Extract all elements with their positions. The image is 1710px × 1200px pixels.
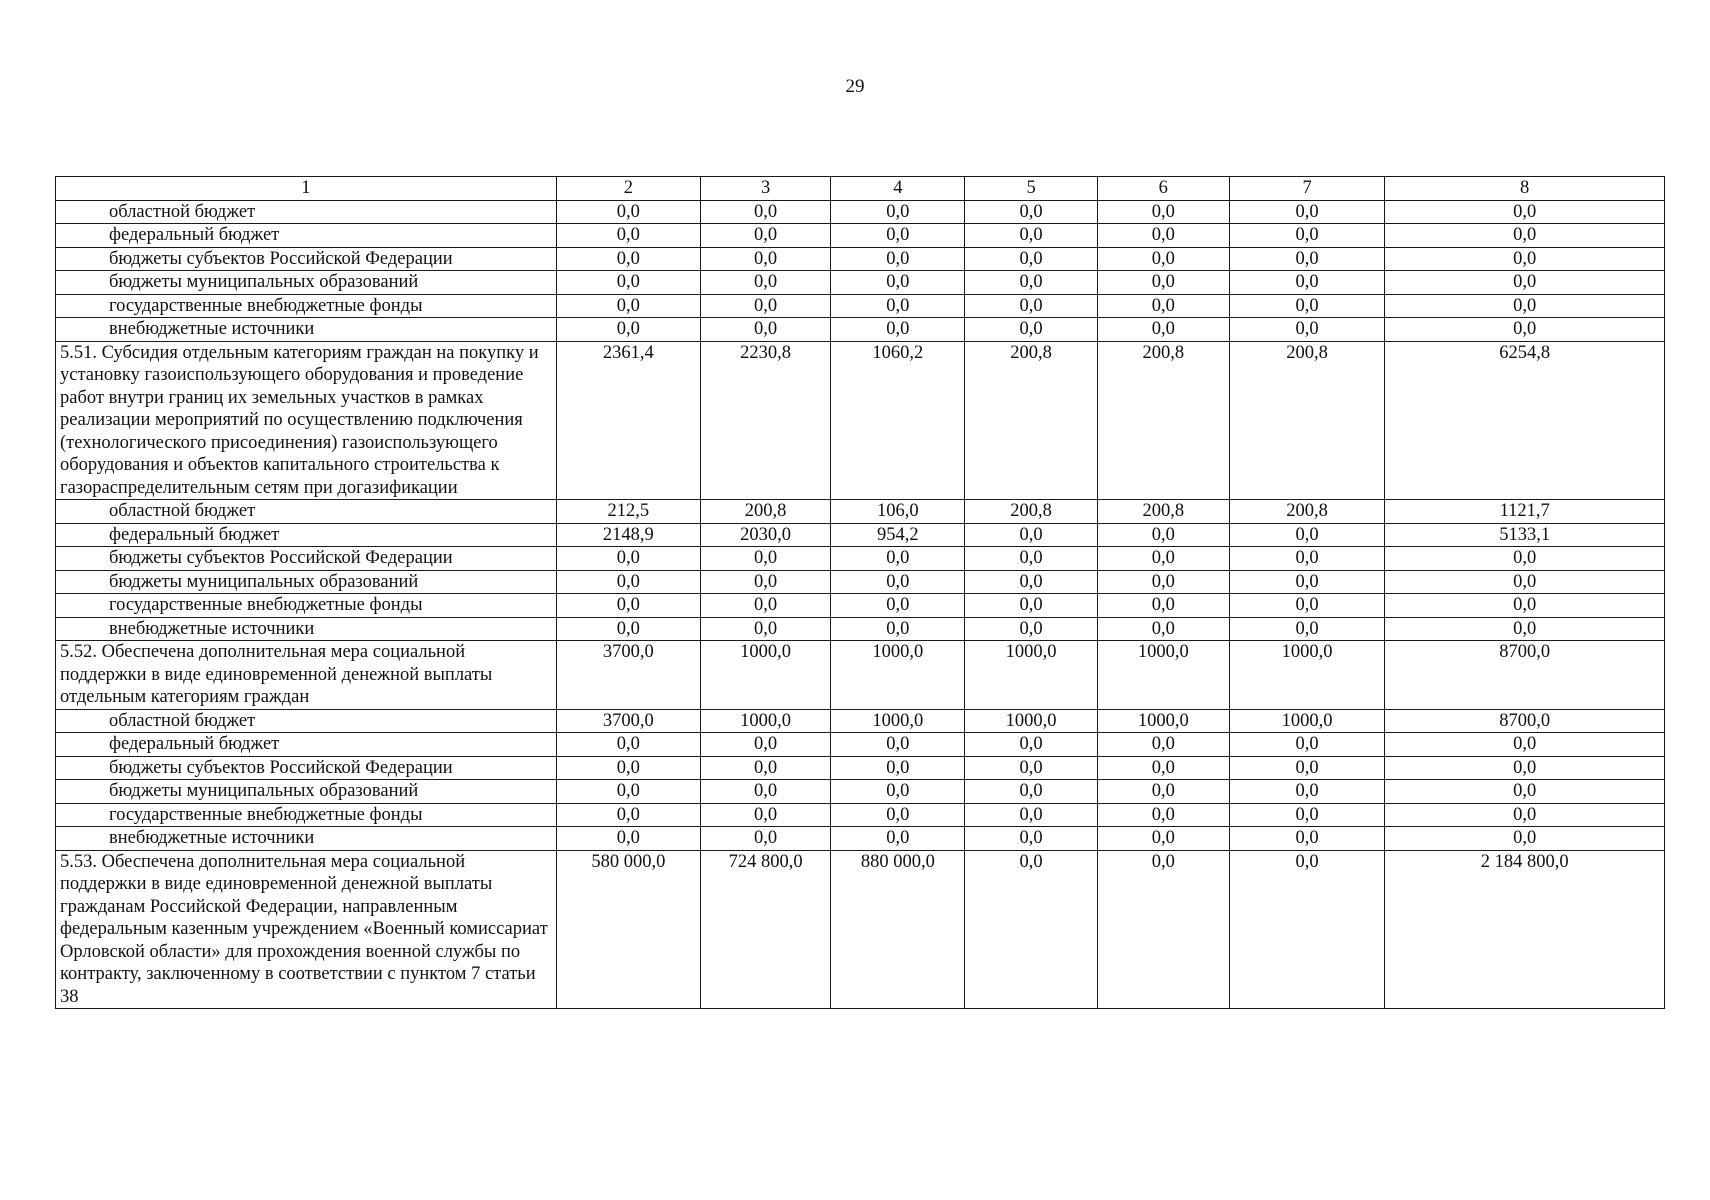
value-cell-col-8: 2 184 800,0 bbox=[1385, 850, 1665, 1009]
value-cell-col-4: 0,0 bbox=[831, 318, 965, 342]
table-row-source bbox=[56, 709, 1665, 733]
funding-source-cell: областной бюджет bbox=[56, 200, 557, 224]
value-cell-col-4: 0,0 bbox=[831, 803, 965, 827]
value-cell-col-4: 1060,2 bbox=[831, 341, 965, 500]
column-header-2: 2 bbox=[556, 177, 700, 201]
table-row-source bbox=[56, 827, 1665, 851]
value-cell-col-5: 0,0 bbox=[965, 224, 1097, 248]
value-cell-col-3: 0,0 bbox=[701, 756, 831, 780]
value-cell-col-3: 200,8 bbox=[701, 500, 831, 524]
funding-source-cell: внебюджетные источники bbox=[56, 318, 557, 342]
value-cell-col-5: 0,0 bbox=[965, 247, 1097, 271]
value-cell-col-3: 1000,0 bbox=[701, 709, 831, 733]
value-cell-col-2: 0,0 bbox=[556, 570, 700, 594]
table-row-source bbox=[56, 200, 1665, 224]
value-cell-col-4: 0,0 bbox=[831, 200, 965, 224]
value-cell-col-5: 0,0 bbox=[965, 318, 1097, 342]
column-header-3: 3 bbox=[701, 177, 831, 201]
value-cell-col-7: 0,0 bbox=[1229, 200, 1384, 224]
value-cell-col-3: 0,0 bbox=[701, 247, 831, 271]
table-row-source bbox=[56, 318, 1665, 342]
value-cell-col-4: 0,0 bbox=[831, 294, 965, 318]
value-cell-col-2: 3700,0 bbox=[556, 641, 700, 710]
value-cell-col-8: 0,0 bbox=[1385, 200, 1665, 224]
value-cell-col-7: 0,0 bbox=[1229, 547, 1384, 571]
value-cell-col-3: 0,0 bbox=[701, 803, 831, 827]
value-cell-col-5: 0,0 bbox=[965, 803, 1097, 827]
table-row-source bbox=[56, 733, 1665, 757]
column-header-6: 6 bbox=[1097, 177, 1229, 201]
value-cell-col-5: 0,0 bbox=[965, 271, 1097, 295]
value-cell-col-6: 0,0 bbox=[1097, 523, 1229, 547]
value-cell-col-2: 0,0 bbox=[556, 617, 700, 641]
value-cell-col-5: 200,8 bbox=[965, 341, 1097, 500]
value-cell-col-7: 0,0 bbox=[1229, 224, 1384, 248]
value-cell-col-8: 0,0 bbox=[1385, 617, 1665, 641]
value-cell-col-2: 0,0 bbox=[556, 247, 700, 271]
value-cell-col-5: 200,8 bbox=[965, 500, 1097, 524]
table-row-source bbox=[56, 756, 1665, 780]
value-cell-col-2: 0,0 bbox=[556, 780, 700, 804]
value-cell-col-4: 1000,0 bbox=[831, 709, 965, 733]
value-cell-col-2: 0,0 bbox=[556, 733, 700, 757]
value-cell-col-6: 0,0 bbox=[1097, 756, 1229, 780]
value-cell-col-8: 0,0 bbox=[1385, 224, 1665, 248]
value-cell-col-6: 0,0 bbox=[1097, 827, 1229, 851]
table-row-measure bbox=[56, 641, 1665, 710]
value-cell-col-3: 0,0 bbox=[701, 733, 831, 757]
funding-source-cell: бюджеты муниципальных образований bbox=[56, 271, 557, 295]
value-cell-col-4: 0,0 bbox=[831, 827, 965, 851]
value-cell-col-2: 0,0 bbox=[556, 827, 700, 851]
value-cell-col-8: 0,0 bbox=[1385, 756, 1665, 780]
value-cell-col-2: 0,0 bbox=[556, 756, 700, 780]
funding-source-cell: бюджеты субъектов Российской Федерации bbox=[56, 247, 557, 271]
value-cell-col-8: 0,0 bbox=[1385, 247, 1665, 271]
value-cell-col-4: 954,2 bbox=[831, 523, 965, 547]
value-cell-col-2: 0,0 bbox=[556, 271, 700, 295]
value-cell-col-8: 0,0 bbox=[1385, 803, 1665, 827]
funding-source-cell: областной бюджет bbox=[56, 709, 557, 733]
value-cell-col-2: 2361,4 bbox=[556, 341, 700, 500]
funding-table bbox=[55, 176, 1665, 1009]
funding-source-cell: областной бюджет bbox=[56, 500, 557, 524]
value-cell-col-3: 0,0 bbox=[701, 827, 831, 851]
measure-description-cell: 5.52. Обеспечена дополнительная мера социальной поддержки в виде единовременной денежной выплаты отдельным категориям граждан bbox=[56, 641, 557, 710]
value-cell-col-5: 1000,0 bbox=[965, 641, 1097, 710]
value-cell-col-2: 0,0 bbox=[556, 594, 700, 618]
value-cell-col-6: 1000,0 bbox=[1097, 641, 1229, 710]
value-cell-col-2: 0,0 bbox=[556, 294, 700, 318]
value-cell-col-7: 200,8 bbox=[1229, 500, 1384, 524]
value-cell-col-3: 0,0 bbox=[701, 780, 831, 804]
table-row-source bbox=[56, 570, 1665, 594]
value-cell-col-6: 200,8 bbox=[1097, 500, 1229, 524]
value-cell-col-8: 5133,1 bbox=[1385, 523, 1665, 547]
funding-source-cell: бюджеты субъектов Российской Федерации bbox=[56, 547, 557, 571]
table-row-source bbox=[56, 547, 1665, 571]
column-header-7: 7 bbox=[1229, 177, 1384, 201]
value-cell-col-5: 0,0 bbox=[965, 850, 1097, 1009]
value-cell-col-6: 0,0 bbox=[1097, 803, 1229, 827]
value-cell-col-2: 580 000,0 bbox=[556, 850, 700, 1009]
value-cell-col-7: 1000,0 bbox=[1229, 641, 1384, 710]
value-cell-col-7: 0,0 bbox=[1229, 850, 1384, 1009]
funding-source-cell: бюджеты субъектов Российской Федерации bbox=[56, 756, 557, 780]
value-cell-col-5: 0,0 bbox=[965, 594, 1097, 618]
column-header-4: 4 bbox=[831, 177, 965, 201]
value-cell-col-7: 0,0 bbox=[1229, 827, 1384, 851]
value-cell-col-7: 0,0 bbox=[1229, 756, 1384, 780]
funding-source-cell: государственные внебюджетные фонды bbox=[56, 294, 557, 318]
value-cell-col-8: 1121,7 bbox=[1385, 500, 1665, 524]
value-cell-col-6: 0,0 bbox=[1097, 200, 1229, 224]
value-cell-col-2: 0,0 bbox=[556, 547, 700, 571]
value-cell-col-3: 0,0 bbox=[701, 617, 831, 641]
value-cell-col-5: 0,0 bbox=[965, 617, 1097, 641]
table-header-row bbox=[56, 177, 1665, 201]
column-header-8: 8 bbox=[1385, 177, 1665, 201]
value-cell-col-6: 0,0 bbox=[1097, 617, 1229, 641]
value-cell-col-7: 200,8 bbox=[1229, 341, 1384, 500]
table-row-measure bbox=[56, 850, 1665, 1009]
value-cell-col-8: 0,0 bbox=[1385, 780, 1665, 804]
value-cell-col-7: 0,0 bbox=[1229, 570, 1384, 594]
value-cell-col-4: 0,0 bbox=[831, 733, 965, 757]
measure-description-cell: 5.51. Субсидия отдельным категориям граждан на покупку и установку газоиспользующего оборудования и проведение работ внутри границ их земельных участков в рамках реализации мероприятий по осуществлению подключения (технологического присоединения) газоиспользующего оборудования и объектов капитального строительства к газораспределительным сетям при догазификации bbox=[56, 341, 557, 500]
value-cell-col-5: 0,0 bbox=[965, 570, 1097, 594]
funding-source-cell: бюджеты муниципальных образований bbox=[56, 780, 557, 804]
funding-source-cell: бюджеты муниципальных образований bbox=[56, 570, 557, 594]
value-cell-col-5: 0,0 bbox=[965, 200, 1097, 224]
value-cell-col-3: 2030,0 bbox=[701, 523, 831, 547]
value-cell-col-5: 0,0 bbox=[965, 756, 1097, 780]
value-cell-col-2: 0,0 bbox=[556, 803, 700, 827]
table-row-source bbox=[56, 271, 1665, 295]
value-cell-col-8: 0,0 bbox=[1385, 547, 1665, 571]
value-cell-col-6: 0,0 bbox=[1097, 318, 1229, 342]
table-row-source bbox=[56, 224, 1665, 248]
funding-source-cell: государственные внебюджетные фонды bbox=[56, 594, 557, 618]
value-cell-col-5: 1000,0 bbox=[965, 709, 1097, 733]
value-cell-col-6: 1000,0 bbox=[1097, 709, 1229, 733]
table-row-source bbox=[56, 500, 1665, 524]
value-cell-col-4: 106,0 bbox=[831, 500, 965, 524]
value-cell-col-2: 0,0 bbox=[556, 224, 700, 248]
value-cell-col-3: 0,0 bbox=[701, 224, 831, 248]
value-cell-col-7: 0,0 bbox=[1229, 733, 1384, 757]
value-cell-col-8: 0,0 bbox=[1385, 570, 1665, 594]
table-row-source bbox=[56, 523, 1665, 547]
table-row-source bbox=[56, 247, 1665, 271]
value-cell-col-2: 0,0 bbox=[556, 200, 700, 224]
value-cell-col-4: 0,0 bbox=[831, 224, 965, 248]
value-cell-col-4: 0,0 bbox=[831, 617, 965, 641]
value-cell-col-8: 0,0 bbox=[1385, 318, 1665, 342]
value-cell-col-8: 0,0 bbox=[1385, 294, 1665, 318]
funding-source-cell: федеральный бюджет bbox=[56, 733, 557, 757]
value-cell-col-3: 0,0 bbox=[701, 547, 831, 571]
value-cell-col-5: 0,0 bbox=[965, 294, 1097, 318]
value-cell-col-4: 1000,0 bbox=[831, 641, 965, 710]
value-cell-col-3: 0,0 bbox=[701, 318, 831, 342]
value-cell-col-3: 0,0 bbox=[701, 294, 831, 318]
value-cell-col-7: 0,0 bbox=[1229, 780, 1384, 804]
column-header-1: 1 bbox=[56, 177, 557, 201]
value-cell-col-7: 0,0 bbox=[1229, 617, 1384, 641]
value-cell-col-8: 0,0 bbox=[1385, 594, 1665, 618]
value-cell-col-8: 0,0 bbox=[1385, 733, 1665, 757]
value-cell-col-3: 0,0 bbox=[701, 570, 831, 594]
value-cell-col-3: 0,0 bbox=[701, 200, 831, 224]
value-cell-col-6: 0,0 bbox=[1097, 271, 1229, 295]
funding-source-cell: внебюджетные источники bbox=[56, 827, 557, 851]
table-row-measure bbox=[56, 341, 1665, 500]
value-cell-col-8: 8700,0 bbox=[1385, 709, 1665, 733]
value-cell-col-7: 0,0 bbox=[1229, 318, 1384, 342]
value-cell-col-7: 0,0 bbox=[1229, 803, 1384, 827]
page-number: 29 bbox=[845, 76, 865, 97]
value-cell-col-2: 3700,0 bbox=[556, 709, 700, 733]
value-cell-col-4: 880 000,0 bbox=[831, 850, 965, 1009]
funding-source-cell: федеральный бюджет bbox=[56, 224, 557, 248]
value-cell-col-2: 212,5 bbox=[556, 500, 700, 524]
value-cell-col-3: 1000,0 bbox=[701, 641, 831, 710]
funding-source-cell: федеральный бюджет bbox=[56, 523, 557, 547]
value-cell-col-4: 0,0 bbox=[831, 570, 965, 594]
measure-description-cell: 5.53. Обеспечена дополнительная мера социальной поддержки в виде единовременной денежной выплаты гражданам Российской Федерации, направленным федеральным казенным учреждением «Военный комиссариат Орловской области» для прохождения военной службы по контракту, заключенному в соответствии с пунктом 7 статьи 38 bbox=[56, 850, 557, 1009]
value-cell-col-6: 0,0 bbox=[1097, 247, 1229, 271]
value-cell-col-3: 0,0 bbox=[701, 271, 831, 295]
value-cell-col-6: 0,0 bbox=[1097, 850, 1229, 1009]
value-cell-col-2: 2148,9 bbox=[556, 523, 700, 547]
column-header-5: 5 bbox=[965, 177, 1097, 201]
value-cell-col-2: 0,0 bbox=[556, 318, 700, 342]
value-cell-col-3: 0,0 bbox=[701, 594, 831, 618]
value-cell-col-3: 2230,8 bbox=[701, 341, 831, 500]
value-cell-col-6: 200,8 bbox=[1097, 341, 1229, 500]
value-cell-col-5: 0,0 bbox=[965, 733, 1097, 757]
value-cell-col-4: 0,0 bbox=[831, 271, 965, 295]
value-cell-col-8: 0,0 bbox=[1385, 827, 1665, 851]
value-cell-col-5: 0,0 bbox=[965, 780, 1097, 804]
value-cell-col-7: 0,0 bbox=[1229, 294, 1384, 318]
value-cell-col-4: 0,0 bbox=[831, 594, 965, 618]
value-cell-col-6: 0,0 bbox=[1097, 294, 1229, 318]
value-cell-col-5: 0,0 bbox=[965, 523, 1097, 547]
value-cell-col-5: 0,0 bbox=[965, 547, 1097, 571]
value-cell-col-4: 0,0 bbox=[831, 780, 965, 804]
value-cell-col-7: 0,0 bbox=[1229, 271, 1384, 295]
value-cell-col-6: 0,0 bbox=[1097, 594, 1229, 618]
table-row-source bbox=[56, 617, 1665, 641]
value-cell-col-7: 0,0 bbox=[1229, 523, 1384, 547]
value-cell-col-4: 0,0 bbox=[831, 547, 965, 571]
value-cell-col-7: 0,0 bbox=[1229, 594, 1384, 618]
value-cell-col-6: 0,0 bbox=[1097, 780, 1229, 804]
value-cell-col-7: 1000,0 bbox=[1229, 709, 1384, 733]
table-row-source bbox=[56, 594, 1665, 618]
value-cell-col-4: 0,0 bbox=[831, 247, 965, 271]
table-row-source bbox=[56, 803, 1665, 827]
value-cell-col-5: 0,0 bbox=[965, 827, 1097, 851]
value-cell-col-6: 0,0 bbox=[1097, 570, 1229, 594]
value-cell-col-6: 0,0 bbox=[1097, 547, 1229, 571]
value-cell-col-8: 6254,8 bbox=[1385, 341, 1665, 500]
value-cell-col-6: 0,0 bbox=[1097, 733, 1229, 757]
funding-source-cell: внебюджетные источники bbox=[56, 617, 557, 641]
table-body bbox=[56, 200, 1665, 1009]
value-cell-col-7: 0,0 bbox=[1229, 247, 1384, 271]
value-cell-col-6: 0,0 bbox=[1097, 224, 1229, 248]
table-row-source bbox=[56, 780, 1665, 804]
value-cell-col-8: 8700,0 bbox=[1385, 641, 1665, 710]
table-row-source bbox=[56, 294, 1665, 318]
value-cell-col-3: 724 800,0 bbox=[701, 850, 831, 1009]
value-cell-col-8: 0,0 bbox=[1385, 271, 1665, 295]
funding-source-cell: государственные внебюджетные фонды bbox=[56, 803, 557, 827]
value-cell-col-4: 0,0 bbox=[831, 756, 965, 780]
